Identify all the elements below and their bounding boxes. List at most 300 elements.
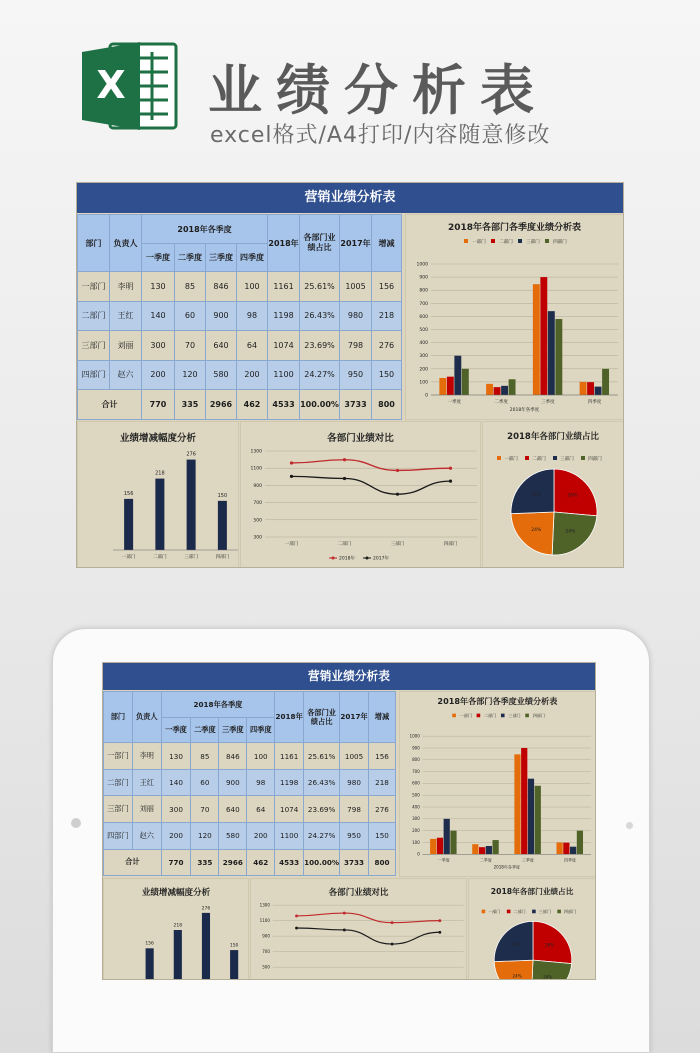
bar-1-4	[580, 382, 587, 395]
cell-q3: 900	[206, 301, 237, 331]
cell-total-y2018: 4533	[275, 849, 304, 876]
legend-label: 2018年	[339, 556, 355, 562]
cell-q3: 580	[219, 823, 247, 850]
cell-change: 156	[372, 272, 402, 302]
cell-total-change: 800	[372, 390, 402, 420]
legend-label: 二部门	[513, 908, 526, 914]
legend-swatch	[482, 909, 486, 913]
y-tick-label: 200	[419, 367, 428, 373]
bar-3-3	[528, 779, 534, 855]
slice-label: 24%	[531, 528, 542, 534]
line-point-1-4	[449, 467, 452, 470]
x-tick-label: 三部门	[390, 542, 405, 547]
header-quarter-group: 2018年各季度	[142, 215, 268, 244]
performance-table	[103, 691, 396, 876]
sheet-title: 营销业绩分析表	[77, 183, 623, 213]
cell-total-q1: 770	[142, 390, 175, 420]
page-title: 业绩分析表	[208, 59, 548, 122]
compare-chart-title: 各部门业绩对比	[328, 887, 389, 898]
x-tick-label: 四季度	[563, 857, 576, 863]
cell-y2017: 1005	[340, 272, 372, 302]
line-point-1-2	[343, 911, 346, 914]
table-row	[78, 360, 402, 390]
cell-q1: 130	[142, 272, 175, 302]
cell-total-q3: 2966	[219, 849, 247, 876]
cell-q1: 200	[142, 360, 175, 390]
cell-q1: 140	[161, 769, 191, 796]
cell-dept: 三部门	[78, 331, 110, 361]
y-tick-label: 600	[419, 314, 428, 320]
header-2017: 2017年	[340, 691, 369, 742]
header-share: 各部门业绩占比	[304, 691, 340, 742]
change-bar-4	[218, 501, 227, 550]
performance-table	[77, 214, 402, 420]
bar-4-1	[450, 831, 456, 855]
y-tick-label: 500	[253, 518, 262, 524]
cell-owner: 李明	[110, 272, 142, 302]
slice-label: 24%	[543, 973, 553, 979]
y-tick-label: 1300	[250, 449, 262, 455]
slice-label: 24%	[512, 972, 522, 978]
cell-y2017: 798	[340, 796, 369, 823]
compare-chart-panel	[240, 421, 481, 568]
legend-swatch	[501, 714, 505, 718]
cell-q3: 580	[206, 360, 237, 390]
header-quarter: 二季度	[175, 244, 206, 272]
legend-label: 三部门	[526, 240, 540, 245]
cell-dept: 二部门	[78, 301, 110, 331]
cell-y2017: 798	[340, 331, 372, 361]
quarter-chart-title: 2018年各部门各季度业绩分析表	[437, 696, 558, 707]
header-quarter: 四季度	[237, 244, 268, 272]
header-quarter: 一季度	[142, 244, 175, 272]
cell-q1: 130	[161, 743, 191, 770]
y-tick-label: 800	[419, 288, 428, 294]
table-row	[78, 301, 402, 331]
table-header-row	[78, 215, 402, 244]
bar-1-4	[556, 842, 562, 854]
cell-q3: 640	[219, 796, 247, 823]
change-bar-3	[202, 912, 210, 980]
y-tick-label: 1000	[416, 262, 428, 268]
legend-swatch	[545, 239, 549, 243]
data-label: 276	[186, 451, 196, 458]
share-pie-chart	[483, 422, 624, 568]
cell-share: 25.61%	[300, 272, 340, 302]
bar-2-4	[587, 382, 594, 395]
legend-swatch	[581, 456, 585, 460]
data-label: 156	[145, 941, 154, 947]
x-tick-label: 一季度	[447, 400, 462, 405]
excel-icon	[80, 38, 180, 134]
legend-swatch	[507, 909, 511, 913]
cell-total-label: 合计	[78, 390, 142, 420]
cell-owner: 刘丽	[110, 331, 142, 361]
bar-3-4	[570, 847, 576, 855]
sheet-title: 营销业绩分析表	[103, 663, 595, 690]
quarter-chart-panel	[405, 214, 624, 420]
y-tick-label: 0	[416, 851, 420, 857]
change-bar-3	[187, 460, 196, 550]
cell-y2017: 950	[340, 360, 372, 390]
cell-q3: 846	[219, 743, 247, 770]
pie-slice-1	[511, 469, 554, 514]
bar-2-1	[447, 377, 454, 395]
cell-y2018: 1100	[275, 823, 304, 850]
x-tick-label: 二部门	[337, 542, 352, 547]
main-sheet	[76, 182, 624, 568]
cell-total-q1: 770	[161, 849, 191, 876]
cell-change: 276	[372, 331, 402, 361]
cell-q4: 100	[247, 743, 275, 770]
bar-1-3	[533, 284, 540, 395]
bar-3-3	[548, 311, 555, 395]
header-2018: 2018年	[268, 215, 300, 272]
y-tick-label: 1100	[250, 466, 262, 472]
data-label: 156	[123, 490, 134, 497]
slice-label: 26%	[512, 941, 522, 947]
legend-label: 四部门	[588, 457, 602, 462]
header-owner: 负责人	[110, 215, 142, 272]
table-row	[104, 743, 396, 770]
y-tick-label: 0	[425, 393, 428, 399]
data-label: 218	[173, 922, 183, 928]
legend-label: 二部门	[483, 713, 496, 719]
legend-swatch	[491, 239, 495, 243]
line-point-2-3	[391, 942, 394, 945]
cell-q4: 98	[247, 769, 275, 796]
pie-slice-2	[554, 469, 597, 516]
page-header	[0, 0, 700, 170]
cell-total-y2018: 4533	[268, 390, 300, 420]
cell-owner: 王红	[110, 301, 142, 331]
y-tick-label: 700	[419, 301, 428, 307]
legend-swatch	[518, 239, 522, 243]
header-quarter: 一季度	[161, 718, 191, 743]
header-owner: 负责人	[132, 691, 161, 742]
bar-4-2	[492, 840, 498, 854]
change-bar-chart	[104, 879, 250, 980]
header-change: 增减	[368, 691, 395, 742]
cell-y2017: 1005	[340, 743, 369, 770]
cell-q3: 900	[219, 769, 247, 796]
change-bar-2	[174, 930, 182, 980]
x-tick-label: 四部门	[215, 555, 230, 560]
header-share: 各部门业绩占比	[300, 215, 340, 272]
legend-label: 三部门	[560, 457, 574, 462]
change-chart-title: 业绩增减幅度分析	[119, 433, 196, 444]
legend-label: 一部门	[472, 240, 486, 245]
line-point-1-1	[290, 461, 293, 464]
cell-y2017: 980	[340, 769, 369, 796]
change-bar-1	[146, 948, 154, 980]
cell-share: 24.27%	[300, 360, 340, 390]
y-tick-label: 400	[411, 804, 420, 810]
excel-logo-letter: X	[96, 63, 126, 107]
bar-4-3	[555, 319, 562, 395]
cell-change: 156	[368, 743, 395, 770]
cell-total-q2: 335	[191, 849, 219, 876]
cell-change: 218	[372, 301, 402, 331]
cell-q4: 64	[247, 796, 275, 823]
cell-q4: 200	[237, 360, 268, 390]
cell-dept: 一部门	[104, 743, 133, 770]
bar-3-2	[485, 846, 491, 854]
legend-label: 四部门	[563, 908, 577, 914]
legend-label: 二部门	[499, 240, 513, 245]
y-tick-label: 300	[419, 354, 428, 360]
share-chart-title: 2018年各部门业绩占比	[507, 432, 599, 442]
y-tick-label: 300	[411, 816, 420, 822]
cell-y2017: 950	[340, 823, 369, 850]
header-2018: 2018年	[275, 691, 304, 742]
cell-q1: 300	[142, 331, 175, 361]
bar-4-4	[576, 831, 582, 855]
cell-q2: 70	[175, 331, 206, 361]
line-series-1	[296, 913, 439, 923]
cell-change: 218	[368, 769, 395, 796]
cell-q4: 64	[237, 331, 268, 361]
change-chart-title: 业绩增减幅度分析	[141, 887, 211, 898]
cell-total-share: 100.00%	[304, 849, 340, 876]
line-point-1-1	[295, 914, 298, 917]
cell-total-q4: 462	[247, 849, 275, 876]
y-tick-label: 900	[419, 275, 428, 281]
x-tick-label: 四季度	[587, 400, 602, 405]
cell-share: 26.43%	[300, 301, 340, 331]
cell-change: 150	[372, 360, 402, 390]
legend-label: 三部门	[508, 713, 521, 719]
header-dept: 部门	[78, 215, 110, 272]
legend-label: 一部门	[488, 908, 501, 914]
line-point-1-4	[438, 919, 441, 922]
share-chart-panel	[468, 878, 596, 980]
data-label: 150	[229, 943, 239, 949]
tablet-camera	[626, 822, 633, 829]
line-point-2-3	[396, 493, 399, 496]
y-tick-label: 500	[262, 964, 270, 970]
cell-y2018: 1161	[268, 272, 300, 302]
header-quarter-group: 2018年各季度	[161, 691, 275, 717]
change-chart-panel	[103, 878, 249, 980]
quarter-bar-chart	[400, 692, 596, 878]
cell-q2: 60	[191, 769, 219, 796]
legend-marker	[332, 557, 335, 560]
y-tick-label: 1000	[409, 733, 420, 739]
y-tick-label: 600	[411, 780, 420, 786]
bar-1-1	[430, 839, 436, 854]
x-tick-label: 三季度	[521, 857, 534, 863]
change-bar-4	[230, 950, 238, 980]
cell-q3: 846	[206, 272, 237, 302]
cell-total-q4: 462	[237, 390, 268, 420]
bar-3-2	[501, 386, 508, 395]
cell-dept: 一部门	[78, 272, 110, 302]
cell-q2: 120	[191, 823, 219, 850]
bar-1-2	[486, 384, 493, 395]
cell-dept: 四部门	[78, 360, 110, 390]
cell-total-label: 合计	[104, 849, 162, 876]
y-tick-label: 700	[253, 501, 262, 507]
cell-q4: 100	[237, 272, 268, 302]
data-label: 276	[201, 905, 211, 911]
legend-label: 2017年	[373, 556, 389, 562]
cell-q2: 70	[191, 796, 219, 823]
line-point-1-3	[391, 921, 394, 924]
cell-q2: 85	[191, 743, 219, 770]
cell-q1: 200	[161, 823, 191, 850]
data-label: 150	[217, 492, 228, 499]
x-tick-label: 一部门	[121, 555, 136, 560]
bar-4-3	[534, 786, 540, 854]
x-tick-label: 三部门	[184, 555, 198, 560]
bar-4-1	[462, 369, 469, 395]
x-axis-label: 2018年各季度	[493, 864, 520, 870]
cell-change: 150	[368, 823, 395, 850]
cell-total-y2017: 3733	[340, 849, 369, 876]
y-tick-label: 500	[411, 792, 420, 798]
legend-label: 二部门	[532, 457, 546, 462]
compare-line-chart	[251, 879, 468, 980]
cell-owner: 赵六	[132, 823, 161, 850]
cell-total-q2: 335	[175, 390, 206, 420]
bar-2-3	[521, 748, 527, 854]
legend-label: 一部门	[504, 457, 518, 462]
cell-total-q3: 2966	[206, 390, 237, 420]
cell-dept: 三部门	[104, 796, 133, 823]
page-subtitle: excel格式/A4打印/内容随意修改	[210, 123, 551, 148]
line-point-1-2	[343, 458, 346, 461]
table-row	[78, 272, 402, 302]
table-total-row	[104, 849, 396, 876]
x-tick-label: 二季度	[479, 857, 492, 863]
x-tick-label: 三季度	[541, 400, 555, 405]
legend-swatch	[557, 909, 561, 913]
share-chart-title: 2018年各部门业绩占比	[490, 886, 574, 896]
y-tick-label: 900	[411, 745, 420, 751]
cell-y2017: 980	[340, 301, 372, 331]
cell-y2018: 1161	[275, 743, 304, 770]
data-label: 218	[155, 470, 165, 477]
header-quarter: 三季度	[219, 718, 247, 743]
y-tick-label: 400	[419, 341, 428, 347]
compare-line-chart	[241, 422, 482, 568]
bar-1-2	[472, 844, 478, 854]
cell-share: 24.27%	[304, 823, 340, 850]
y-tick-label: 500	[419, 328, 428, 333]
header-quarter: 四季度	[247, 718, 275, 743]
table-row	[104, 769, 396, 796]
cell-change: 276	[368, 796, 395, 823]
cell-q1: 300	[161, 796, 191, 823]
y-tick-label: 900	[262, 933, 270, 939]
legend-label: 四部门	[553, 240, 567, 245]
x-tick-label: 四部门	[443, 542, 458, 547]
y-tick-label: 1300	[259, 902, 270, 908]
table-row	[78, 331, 402, 361]
legend-swatch	[525, 456, 529, 460]
cell-dept: 四部门	[104, 823, 133, 850]
compare-chart-title: 各部门业绩对比	[327, 433, 394, 444]
legend-label: 四部门	[532, 713, 545, 719]
slice-label: 26%	[545, 941, 555, 947]
tablet-home-button	[71, 818, 81, 828]
header-2017: 2017年	[340, 215, 372, 272]
tablet-sheet	[102, 662, 596, 980]
x-axis-label: 2018年各季度	[509, 408, 540, 413]
quarter-chart-title: 2018年各部门各季度业绩分析表	[447, 223, 582, 233]
y-tick-label: 200	[411, 827, 420, 833]
cell-share: 23.69%	[304, 796, 340, 823]
line-point-2-1	[295, 926, 298, 929]
x-tick-label: 二部门	[153, 555, 167, 560]
line-point-1-3	[396, 469, 399, 472]
bar-4-2	[509, 379, 516, 395]
cell-q2: 85	[175, 272, 206, 302]
y-tick-label: 700	[262, 948, 270, 954]
legend-swatch	[532, 909, 536, 913]
slice-label: 24%	[565, 529, 576, 535]
cell-total-share: 100.00%	[300, 390, 340, 420]
cell-owner: 李明	[132, 743, 161, 770]
cell-y2018: 1198	[268, 301, 300, 331]
bar-2-2	[494, 387, 501, 395]
line-point-2-2	[343, 477, 346, 480]
bar-3-1	[443, 819, 449, 854]
x-tick-label: 一季度	[437, 857, 450, 863]
change-bar-2	[155, 479, 164, 550]
cell-q2: 60	[175, 301, 206, 331]
header-quarter: 三季度	[206, 244, 237, 272]
y-tick-label: 900	[253, 483, 262, 489]
quarter-chart-panel	[399, 691, 596, 877]
slice-label: 26%	[567, 493, 578, 499]
cell-share: 26.43%	[304, 769, 340, 796]
line-point-2-2	[343, 928, 346, 931]
line-point-2-1	[290, 475, 293, 478]
header-quarter: 二季度	[191, 718, 219, 743]
cell-owner: 王红	[132, 769, 161, 796]
cell-total-y2017: 3733	[340, 390, 372, 420]
pie-slice-3	[511, 512, 554, 555]
bar-2-4	[563, 843, 569, 855]
y-tick-label: 100	[411, 839, 420, 845]
cell-y2018: 1074	[268, 331, 300, 361]
bar-1-3	[514, 754, 520, 854]
bar-3-1	[454, 356, 461, 395]
line-point-2-4	[438, 930, 441, 933]
legend-swatch	[452, 714, 456, 718]
y-tick-label: 800	[411, 757, 420, 763]
table-header-row	[104, 691, 396, 717]
line-point-2-4	[449, 480, 452, 483]
cell-share: 25.61%	[304, 743, 340, 770]
bar-2-3	[540, 277, 547, 395]
table-row	[104, 823, 396, 850]
share-chart-panel	[482, 421, 624, 568]
bar-2-2	[479, 847, 485, 854]
legend-swatch	[476, 714, 480, 718]
legend-swatch	[464, 239, 468, 243]
header-dept: 部门	[104, 691, 133, 742]
cell-q4: 98	[237, 301, 268, 331]
legend-label: 三部门	[538, 908, 551, 914]
compare-chart-panel	[250, 878, 467, 980]
cell-dept: 二部门	[104, 769, 133, 796]
legend-label: 一部门	[459, 713, 472, 719]
cell-share: 23.69%	[300, 331, 340, 361]
legend-marker	[366, 557, 369, 560]
